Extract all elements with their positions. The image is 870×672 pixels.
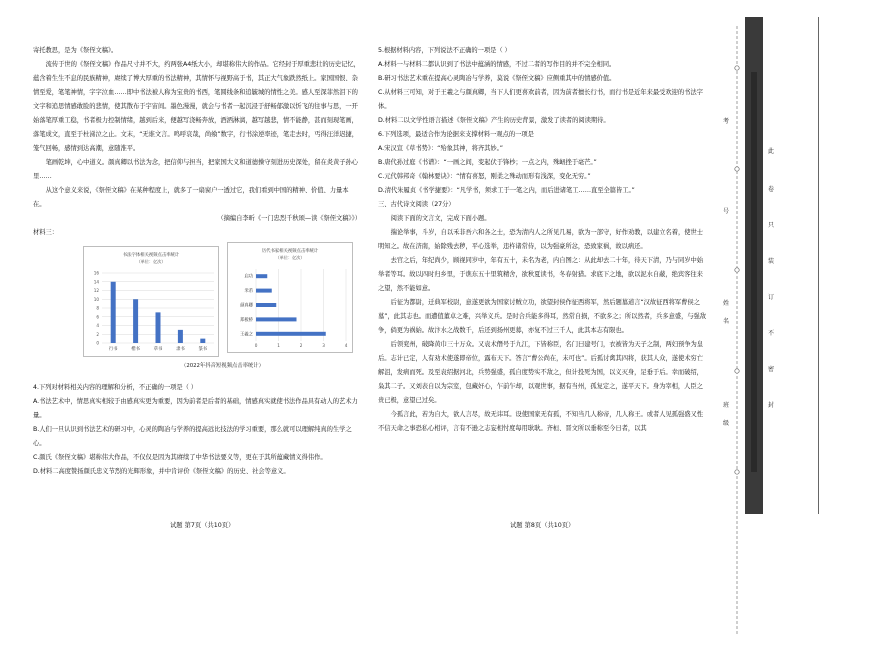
binding-label-8: 封	[767, 402, 774, 409]
chart2-ytick-label: 启功	[244, 274, 253, 280]
binding-label-3: 只	[767, 222, 774, 229]
material-three-label: 材料三：	[33, 229, 58, 236]
chart1-xtick-label: 楷书	[131, 347, 140, 352]
chart2-bar	[256, 303, 276, 307]
binding-label-2: 卷	[767, 186, 774, 193]
chart2-svg	[228, 243, 354, 354]
question-5-option-b: B.研习书法艺术重在提高心灵陶冶与学养，莫说《祭侄文稿》应侧重其中的情感价值。	[378, 75, 616, 82]
chart1-xtick-label: 隶书	[176, 347, 185, 352]
classical-paragraph-5: 今孤言此，若为自大，欲人言尽，故无讳耳。设使国家无有孤，不知当几人称帝，几人称王。或者人见孤强盛又性不信天命之事恐私心相评，言有不逊之志妄相忖度每用耿耿。齐桓、晋文所以垂称至今日者，以其	[378, 411, 703, 432]
chart2-bar	[256, 332, 326, 336]
chart1-ytick-label: 10	[93, 296, 99, 302]
chart-calligraphers	[227, 242, 353, 353]
chart1-xtick-label: 草书	[153, 347, 163, 352]
binding-label-4: 装	[767, 258, 774, 265]
classical-paragraph-2: 去官之后，年纪尚少，顾视同岁中，年有五十，未名为老，内自图之：从此却去二十年，待天下清，乃与同岁中始举者等耳。故以四时归乡里，于谯东五十里筑精舍，欲秋夏读书，冬春射猎。求底下之地，欲以泥水自蔽，绝宾客往来之望，然不能如意。	[378, 257, 703, 292]
chart2-ytick-label: 郑板桥	[239, 317, 253, 323]
page-footer-left: 试题 第7页（共10页）	[170, 522, 235, 529]
chart2-title: 历代书家相关视频点击率统计	[261, 249, 319, 254]
binding-label-7: 密	[767, 366, 774, 373]
chart1-title: 书法字体相关视频点击率统计	[122, 253, 180, 258]
chart2-xtick-label: 2	[299, 343, 303, 348]
classical-paragraph-4: 后领兖州，破降黄巾三十万众。又袁术僭号于九江，下皆称臣，名门曰建号门，衣被皆为天子之制，两妇预争为皇后。志计已定，人有劝术使遂即帝位，露布天下。答言“曹公尚在，未可也”。后孤讨禽其四将，获其人众，遂使术穷亡解沮，发病而死。及至袁绍据河北，兵势强盛，孤自度势实不敌之，但计投死为国，以义灭身，足垂于后。幸而破绍，枭其二子。又刘表自以为宗室，包藏奸心，乍前乍却，以观世事，据有当州，孤复定之，遂平天下。身为宰相，人臣之贵已极，意望已过矣。	[378, 341, 704, 404]
question-4-option-c: C.颜氏《祭侄文稿》堪称伟大作品，不仅仅是因为其赓续了中华书法要义等，更在于其所蕴藏情义得伟作。	[33, 454, 327, 461]
question-4-option-a: A.书法艺术中，情思真实相较于由感真实更为重要，因为前者是后者的基础，情感真实就使书法作品具有动人的艺术力量。	[33, 398, 358, 419]
question-4-option-b: B.人们一旦认识到书法艺术的研习中，心灵的陶冶与学养的提高远比技法的学习重要，那么就可以理解纯真的生学之心。	[33, 426, 352, 447]
question-5-option-d: D.材料二以文学性语言描述《祭侄文稿》产生的历史背景，激发了读者的阅读期待。	[378, 117, 610, 124]
left-paragraph-3: 笔画乾坤，心中道义。颜真卿以书法为念，把信仰与担当，把家国大义和道德操守刻进历史深处，留在炎黄子孙心里……	[33, 159, 358, 180]
classical-paragraph-1: 揣论举事，斗岁，自以禾非吾六和各之士，恐为清内人之所见几易，欲为一部守，好作劝教，以建立名着，使世士明知之。故在济南，始除残去秽，平心选举，违杵诸常侍，以为强豪所忿，恐致家祸，故以病还。	[378, 229, 703, 250]
binding-dash-line	[732, 26, 742, 636]
chart2-unit: （单位：亿次）	[275, 255, 305, 260]
question-6: 6.下列选项，最适合作为论据来支撑材料一观点的一项是	[378, 131, 534, 138]
chart1-bar	[200, 339, 205, 343]
outer-label-1: 考	[722, 118, 729, 125]
chart2-bar	[256, 274, 267, 278]
charts-area	[33, 242, 361, 377]
question-6-option-b: B.唐代孙过庭《书谱》：“一画之间，变起伏于锋杪；一点之内，殊衄挫于毫芒。”	[378, 159, 597, 166]
chart2-xtick-label: 4	[344, 343, 348, 348]
right-column	[378, 44, 708, 436]
left-column	[33, 44, 361, 479]
chart1-bar	[133, 299, 138, 343]
question-5-option-c: C.从材料三可知，对于王羲之与颜真卿，当下人们更喜欢前者，因为前者擅长行书，而行书是近年来最受欢迎的书法字体。	[378, 89, 703, 110]
binding-strip-inner	[751, 72, 757, 472]
question-4-option-d: D.材料二高度赞扬颜氏忠义节烈的光辉形象，并中肯评价《祭侄文稿》的历史、社会等意义。	[33, 468, 290, 475]
reading-instruction: 阅读下面的文言文，完成下面小题。	[390, 215, 491, 222]
chart1-ytick-label: 16	[93, 270, 99, 276]
chart1-xtick-label: 篆书	[198, 347, 208, 352]
binding-label-1: 此	[767, 148, 774, 155]
chart1-bar	[111, 282, 116, 343]
chart1-ytick-label: 12	[93, 288, 99, 293]
chart1-unit: （单位：亿次）	[136, 259, 166, 264]
binding-outer-line	[818, 17, 819, 514]
classical-paragraph-3: 后征为都尉，迁典军校尉，意遂更欲为国家讨贼立功，欲望封侯作征西将军，然后题墓道言“汉故征西将军曹侯之墓”，此其志也。而遭值董卓之难，兴举义兵。是时合兵能多得耳，然常自损，不欲多之；所以然者，兵多意盛，与强敌争，倘更为祸始。故汴水之战数千，后还到扬州更募，亦复不过三千人，此其本志有限也。	[378, 299, 707, 334]
binding-label-5: 订	[767, 294, 774, 301]
chart-fonts	[83, 246, 219, 357]
chart1-svg	[84, 247, 220, 358]
outer-label-4: 名	[722, 318, 729, 325]
left-paragraph-4: 从这个意义来说，《祭侄文稿》在某种程度上，就多了一扇窗户一透过它，我们看到中国的精神、价值、力量本在。	[33, 187, 349, 208]
chart1-ytick-label: 14	[93, 279, 99, 285]
outer-label-5: 班	[722, 402, 729, 409]
outer-label-2: 号	[722, 208, 729, 215]
question-5-option-a: A.材料一与材料二都认识到了书法中蕴涵的情感，不过二者的写作目的并不完全相同。	[378, 61, 616, 68]
left-paragraph-2: 流传于世的《祭侄文稿》作品尺寸并不大，约两张A4纸大小，却堪称伟大的作品。它经封于厚重悲壮的历史记忆，蕴含着生生不息的民族精神，赓续了博大厚重的书法精神，其情怀与视野高于书，其正大气象跌然纸上。家国国恨、杂情至爱，笔笔神情，字字泣血……即中书法被人称为宝贵的书西，笔圆线条和追毓城的情性之美。感人至深菲然泪下的文字和追思情感敢脸的悲情，使其散布于宇宙间。墨色漫漫，就会与书者一起沉浸于舒畅郁激以忻飞的往事与思，一开始落笔厚重工稳，书者极力控制情绪，越到后来，便越写浇畅奔放，酒洒淋漓，越写越悲，情不能静，甚而刻现笔画，落笔成文，直至于杜涕泣之止。文末，“无谁文言。鸣呼哀哉，尚飨”数字，行书涂逆率迹，笔走去时，丐得汪洋迟捷，笼气回畅，感情到达高潮，意随淮平。	[33, 61, 360, 152]
chart1-ytick-label: 6	[96, 314, 99, 320]
page-footer-right: 试题 第8页（共10页）	[510, 522, 575, 529]
outer-label-3: 姓	[722, 300, 729, 307]
question-4: 4.下列对材料相关内容的理解和分析，不正确的一项是（ ）	[33, 384, 198, 391]
chart2-ytick-label: 米芾	[244, 289, 253, 295]
chart1-ytick-label: 8	[96, 305, 99, 311]
left-source: （摘编自李昕《一门忠烈千秋颂—读《祭侄文稿》》）	[217, 215, 361, 222]
chart1-ytick-label: 4	[96, 323, 99, 328]
chart1-bar	[178, 330, 183, 343]
chart1-xtick-label: 行书	[108, 347, 118, 352]
binding-label-6: 不	[767, 330, 774, 337]
chart2-ytick-label: 颜真卿	[239, 303, 253, 309]
question-6-option-a: A.宋汉宣《草书势》：“殆象其神，将齐其妙。”	[378, 145, 503, 152]
question-5: 5.根据材料内容，下列说法不正确的一项是（ ）	[378, 47, 511, 54]
chart2-bar	[256, 289, 272, 293]
chart1-bar	[156, 312, 161, 343]
section-three-heading: 三、古代诗文阅读（27分）	[378, 201, 455, 208]
chart1-ytick-label: 2	[96, 331, 99, 337]
chart2-xtick-label: 0	[254, 343, 258, 348]
question-6-option-c: C.元代韩邦奇《翰林要诀》：“情有喜怒，刚柔之殊动而形有浅深，变化无穷。”	[378, 173, 591, 180]
chart2-bar	[256, 317, 297, 321]
chart2-ytick-label: 王羲之	[239, 332, 253, 338]
chart2-xtick-label: 3	[322, 343, 325, 348]
charts-caption: （2022年抖音短视频点击率统计）	[181, 363, 264, 369]
left-line-1: 寄托教思，是为《祭侄文稿》。	[33, 47, 118, 54]
chart2-xtick-label: 1	[277, 343, 280, 348]
question-6-option-d: D.清代朱履贞《书学捷要》：“凡学书，须求工于一笔之内，而后进诸笔工……直至全篇皆工。”	[378, 187, 635, 194]
chart1-ytick-label: 0	[96, 340, 99, 346]
outer-label-6: 级	[722, 420, 729, 427]
